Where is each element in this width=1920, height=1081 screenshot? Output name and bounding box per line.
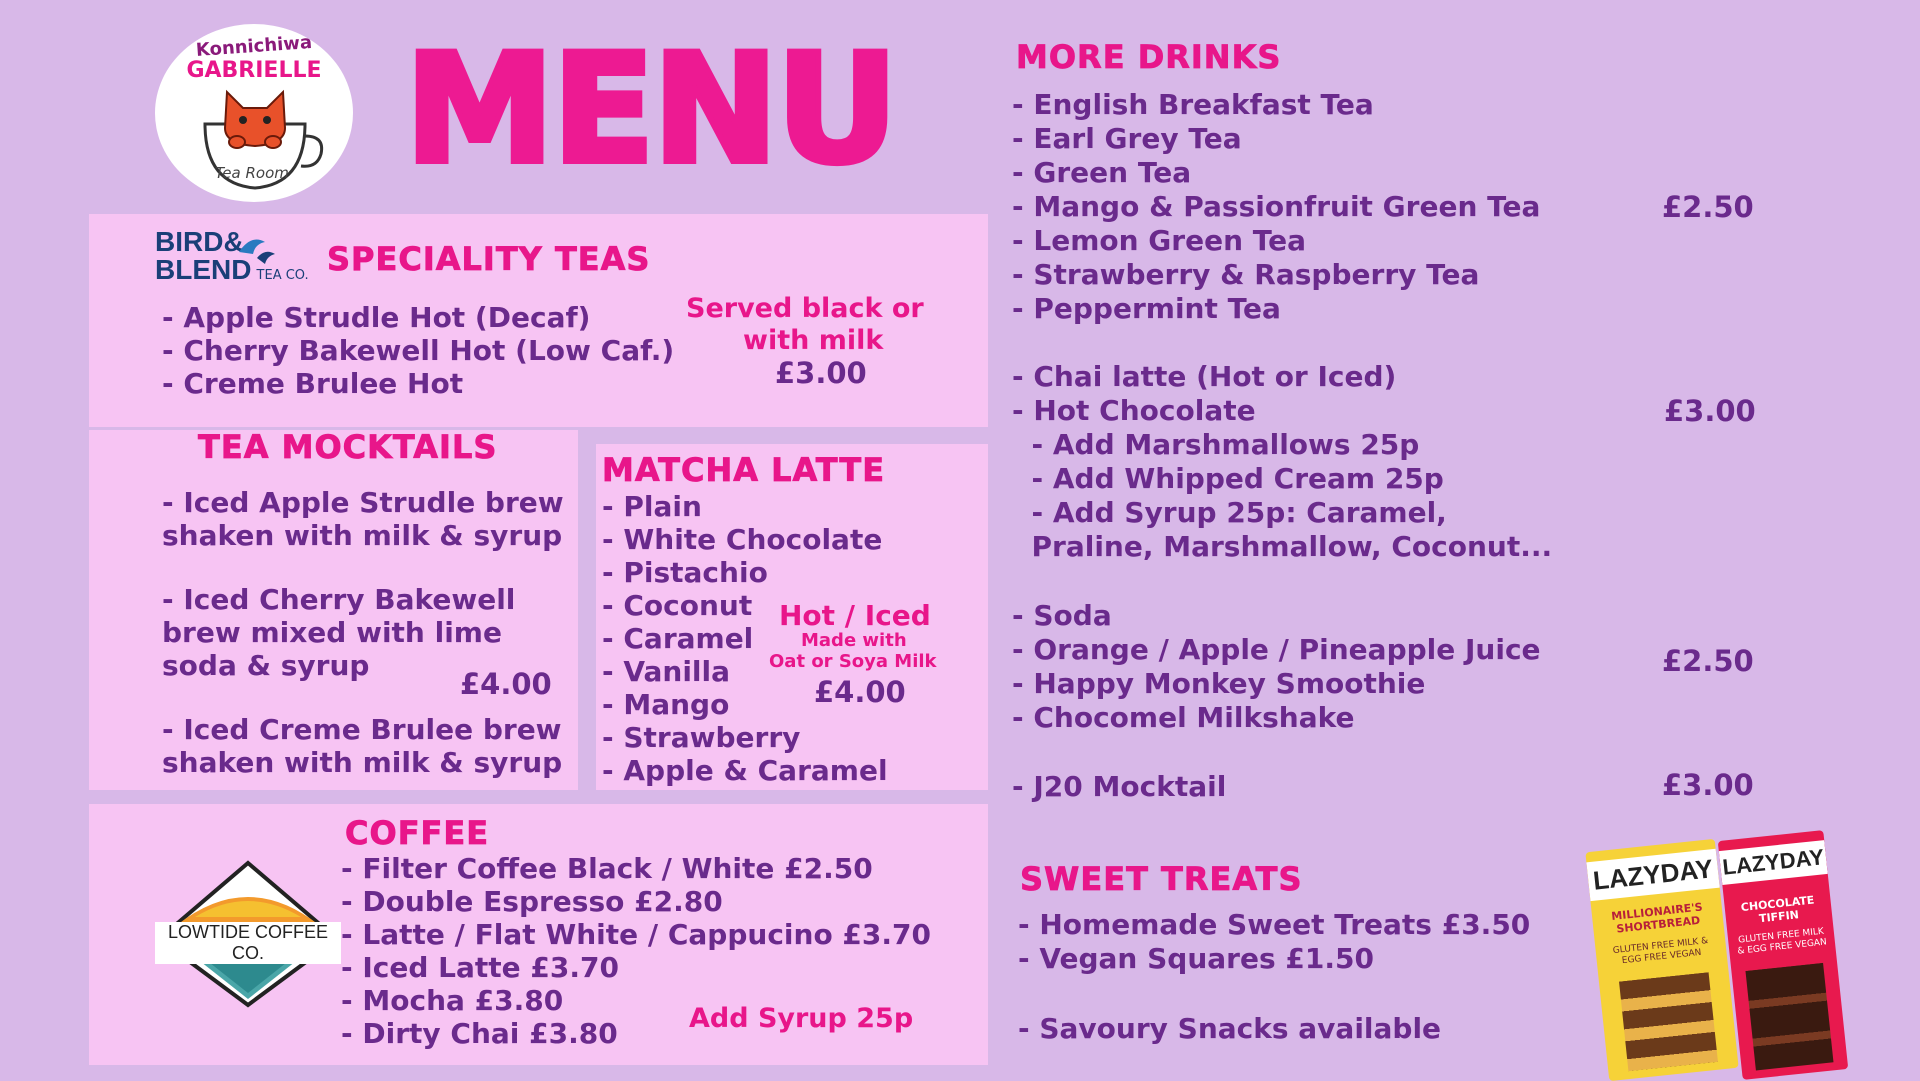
speciality-teas-panel (89, 214, 988, 427)
more-drinks-teas-list (1012, 88, 1540, 326)
product-info: GLUTEN FREE MILK & EGG FREE VEGAN (1737, 926, 1828, 957)
list-item: - Green Tea (1012, 156, 1192, 189)
list-item: - Add Marshmallows 25p (1012, 428, 1420, 461)
speciality-teas-list (162, 301, 674, 400)
list-item: - Plain (602, 490, 702, 523)
list-item: - Creme Brulee Hot (162, 367, 464, 400)
list-item: - Happy Monkey Smoothie (1012, 667, 1426, 700)
j20-price: £3.00 (1662, 768, 1754, 802)
hot-drinks-price: £3.00 (1664, 394, 1756, 428)
speciality-price: £3.00 (775, 356, 867, 390)
bird-blend-line2: BLEND (155, 254, 252, 285)
list-item: - Caramel (602, 622, 754, 655)
list-item: - Pistachio (602, 556, 768, 589)
speciality-note-2: with milk (743, 325, 884, 356)
more-drinks-cold-list (1012, 599, 1541, 735)
sweet-treats-list (1018, 908, 1530, 976)
product-box-shortbread (1585, 839, 1738, 1081)
more-drinks-heading: MORE DRINKS (1016, 38, 1282, 76)
list-item: - Mango (602, 688, 730, 721)
list-item: - English Breakfast Tea (1012, 88, 1374, 121)
coffee-panel (89, 804, 988, 1065)
list-item: - Soda (1012, 599, 1112, 632)
matcha-note-line2: Oat or Soya Milk (769, 651, 937, 672)
list-item: - Apple Strudle Hot (Decaf) (162, 301, 591, 334)
tea-mocktails-panel (89, 430, 578, 790)
product-info: GLUTEN FREE MILK & EGG FREE VEGAN (1612, 936, 1709, 967)
speciality-note-1: Served black or (686, 293, 924, 324)
list-item: - Dirty Chai £3.80 (341, 1017, 618, 1050)
list-item: - Coconut (602, 589, 753, 622)
list-item: - Homemade Sweet Treats £3.50 (1018, 908, 1531, 941)
list-item: - Iced Latte £3.70 (341, 951, 619, 984)
speciality-teas-heading: SPECIALITY TEAS (327, 240, 651, 278)
coffee-syrup-note: Add Syrup 25p (689, 1003, 914, 1034)
matcha-latte-heading: MATCHA LATTE (602, 451, 886, 489)
list-item: - Add Syrup 25p: Caramel, (1012, 496, 1447, 529)
list-item: Praline, Marshmallow, Coconut... (1012, 530, 1553, 563)
bird-icon (235, 232, 277, 266)
logo-name: GABRIELLE (186, 58, 322, 83)
list-item: - Mango & Passionfruit Green Tea (1012, 190, 1541, 223)
list-item: - Peppermint Tea (1012, 292, 1281, 325)
list-item: - Double Espresso £2.80 (341, 885, 723, 918)
mocktail-item-3: - Iced Creme Brulee brew shaken with milk & syrup (162, 713, 563, 779)
bird-blend-line1: BIRD& (155, 226, 244, 257)
teas-price: £2.50 (1662, 190, 1754, 224)
matcha-note-title: Hot / Iced (779, 599, 931, 632)
logo-top-text: Konnichiwa (195, 31, 313, 62)
bird-blend-suffix: TEA CO. (256, 268, 309, 283)
list-item: - Lemon Green Tea (1012, 224, 1307, 257)
list-item: - Apple & Caramel (602, 754, 888, 787)
matcha-price: £4.00 (814, 675, 906, 709)
coffee-heading: COFFEE (345, 814, 490, 852)
mocktails-price: £4.00 (460, 667, 552, 701)
list-item: - Earl Grey Tea (1012, 122, 1242, 155)
list-item: - Latte / Flat White / Cappucino £3.70 (341, 918, 931, 951)
product-brand: LAZYDAY (1586, 849, 1719, 901)
product-brand: LAZYDAY (1719, 840, 1828, 885)
list-item: - Chocomel Milkshake (1012, 701, 1355, 734)
list-item: - White Chocolate (602, 523, 883, 556)
list-item: - Orange / Apple / Pineapple Juice (1012, 633, 1541, 666)
product-box-tiffin (1718, 830, 1849, 1080)
matcha-latte-panel (596, 444, 988, 790)
page-title: MENU (405, 23, 897, 197)
bird-blend-logo (155, 228, 309, 284)
logo-caption: Tea Room (215, 164, 289, 182)
tea-mocktails-heading: TEA MOCKTAILS (198, 428, 498, 466)
j20-item: - J20 Mocktail (1012, 770, 1227, 803)
sweet-treats-heading: SWEET TREATS (1020, 860, 1303, 898)
product-name: MILLIONAIRE'S SHORTBREAD (1610, 900, 1704, 936)
more-drinks-hot-list (1012, 360, 1552, 564)
list-item: - Strawberry (602, 721, 801, 754)
mocktail-item-2: - Iced Cherry Bakewell brew mixed with lime soda & syrup (162, 583, 516, 682)
list-item: - Vanilla (602, 655, 731, 688)
list-item: - Chai latte (Hot or Iced) (1012, 360, 1397, 393)
savoury-snacks: - Savoury Snacks available (1018, 1012, 1442, 1045)
list-item: - Strawberry & Raspberry Tea (1012, 258, 1480, 291)
matcha-note-line1: Made with (801, 630, 907, 651)
list-item: - Hot Chocolate (1012, 394, 1256, 427)
shortbread-image (1619, 972, 1718, 1071)
list-item: - Add Whipped Cream 25p (1012, 462, 1444, 495)
mocktail-item-1: - Iced Apple Strudle brew shaken with milk & syrup (162, 486, 564, 552)
list-item: - Vegan Squares £1.50 (1018, 942, 1374, 975)
list-item: - Filter Coffee Black / White £2.50 (341, 852, 873, 885)
cold-drinks-price: £2.50 (1662, 644, 1754, 678)
list-item: - Mocha £3.80 (341, 984, 564, 1017)
tiffin-image (1745, 963, 1833, 1071)
list-item: - Cherry Bakewell Hot (Low Caf.) (162, 334, 675, 367)
product-name: CHOCOLATE TIFFIN (1740, 893, 1815, 926)
tea-room-logo (155, 24, 353, 202)
lowtide-coffee-logo-text: LOWTIDE COFFEE CO. (155, 922, 341, 964)
